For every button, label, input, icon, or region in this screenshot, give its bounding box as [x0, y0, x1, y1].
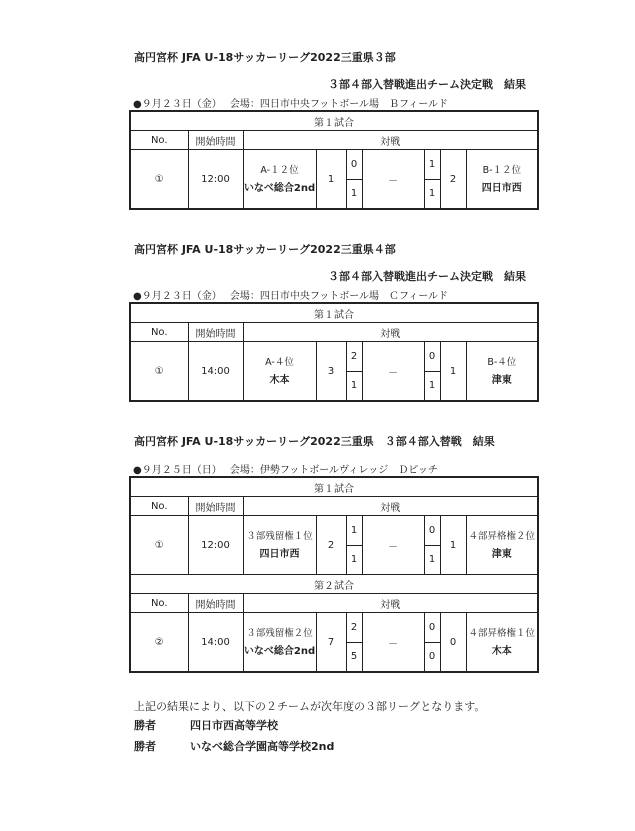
winner-2-name: いなべ総合学園高等学校2nd — [190, 740, 335, 753]
start-time: 12:00 — [188, 150, 243, 210]
score-separator: － — [362, 516, 424, 575]
section-3-venue: ●９月２５日（日） 会場：伊勢フットボールヴィレッジ Ｄピッチ — [133, 465, 438, 476]
away-team-label: ４部昇格権１位 — [468, 627, 536, 639]
home-team-name: いなべ総合2nd — [243, 645, 316, 657]
home-second-half: 1 — [350, 553, 358, 565]
away-team-label: B-１２位 — [482, 164, 522, 176]
home-team — [243, 613, 316, 673]
away-second-half: 0 — [428, 650, 436, 662]
col-time-header: 開始時間 — [188, 594, 243, 613]
away-half-scores — [424, 342, 440, 402]
winner-2-label: 勝者 — [134, 740, 156, 753]
away-first-half: 0 — [425, 343, 440, 372]
away-first-half: 1 — [425, 151, 440, 180]
away-team — [466, 150, 538, 210]
home-half-scores — [346, 613, 362, 673]
col-no-header: No. — [130, 323, 188, 342]
col-time-header: 開始時間 — [188, 323, 243, 342]
match-number: ② — [130, 613, 188, 673]
away-second-half: 1 — [428, 553, 436, 565]
col-match-header: 対戦 — [243, 497, 538, 516]
home-team — [243, 150, 316, 210]
match-header: 第１試合 — [130, 303, 538, 323]
col-time-header: 開始時間 — [188, 497, 243, 516]
away-team — [466, 342, 538, 402]
home-half-scores — [346, 342, 362, 402]
away-second-half: 1 — [428, 187, 436, 199]
score-separator: － — [362, 150, 424, 210]
col-no-header: No. — [130, 131, 188, 150]
home-first-half: 2 — [347, 343, 362, 372]
footer-note: 上記の結果により、以下の２チームが次年度の３部リーグとなります。 — [134, 700, 486, 713]
start-time: 14:00 — [188, 613, 243, 673]
section-2-subtitle: ３部４部入替戦進出チーム決定戦 結果 — [328, 270, 526, 283]
score-separator: － — [362, 342, 424, 402]
match-header: 第２試合 — [130, 575, 538, 594]
away-half-scores — [424, 150, 440, 210]
col-time-header: 開始時間 — [188, 131, 243, 150]
section-2-venue: ●９月２３日（金） 会場：四日市中央フットボール場 Ｃフィールド — [133, 291, 449, 302]
winner-1-name: 四日市西高等学校 — [190, 719, 278, 732]
match-table-2 — [129, 302, 539, 402]
home-second-half: 1 — [350, 187, 358, 199]
home-first-half: 0 — [347, 151, 362, 180]
col-match-header: 対戦 — [243, 131, 538, 150]
home-team-label: ３部残留権２位 — [246, 627, 313, 639]
home-total-score: 1 — [316, 150, 346, 210]
away-team-name: 木本 — [491, 645, 512, 657]
away-second-half: 1 — [428, 379, 436, 391]
match-number: ① — [130, 342, 188, 402]
match-header: 第１試合 — [130, 477, 538, 497]
start-time: 12:00 — [188, 516, 243, 575]
away-total-score: 2 — [440, 150, 466, 210]
match-table-3 — [129, 476, 539, 673]
match-table-1 — [129, 110, 539, 210]
match-header: 第１試合 — [130, 111, 538, 131]
home-total-score: 7 — [316, 613, 346, 673]
home-team-name: いなべ総合2nd — [243, 182, 316, 194]
away-total-score: 1 — [440, 342, 466, 402]
away-half-scores — [424, 613, 440, 673]
home-second-half: 1 — [350, 379, 358, 391]
section-1-title: 高円宮杯 JFA U-18サッカーリーグ2022三重県３部 — [134, 51, 396, 64]
section-1-subtitle: ３部４部入替戦進出チーム決定戦 結果 — [328, 78, 526, 91]
home-team-name: 四日市西 — [259, 548, 300, 560]
away-total-score: 1 — [440, 516, 466, 575]
start-time: 14:00 — [188, 342, 243, 402]
col-no-header: No. — [130, 594, 188, 613]
home-team-label: A-１２位 — [260, 164, 299, 176]
home-team-label: A-４位 — [265, 356, 294, 368]
away-first-half: 0 — [425, 614, 440, 643]
away-team-label: ４部昇格権２位 — [468, 530, 536, 542]
match-number: ① — [130, 516, 188, 575]
away-team — [466, 516, 538, 575]
winner-1-label: 勝者 — [134, 719, 156, 732]
away-team-label: B-４位 — [487, 356, 517, 368]
home-total-score: 3 — [316, 342, 346, 402]
home-first-half: 1 — [347, 517, 362, 546]
home-team-label: ３部残留権１位 — [246, 530, 313, 542]
away-half-scores — [424, 516, 440, 575]
away-team-name: 津東 — [491, 374, 512, 386]
home-team — [243, 516, 316, 575]
away-team — [466, 613, 538, 673]
home-team-name: 木本 — [269, 374, 290, 386]
match-number: ① — [130, 150, 188, 210]
home-team — [243, 342, 316, 402]
col-match-header: 対戦 — [243, 594, 538, 613]
away-team-name: 四日市西 — [481, 182, 522, 194]
score-separator: － — [362, 613, 424, 673]
home-total-score: 2 — [316, 516, 346, 575]
section-2-title: 高円宮杯 JFA U-18サッカーリーグ2022三重県４部 — [134, 243, 396, 256]
col-match-header: 対戦 — [243, 323, 538, 342]
away-first-half: 0 — [425, 517, 440, 546]
section-3-title: 高円宮杯 JFA U-18サッカーリーグ2022三重県 ３部４部入替戦 結果 — [134, 435, 495, 448]
home-half-scores — [346, 516, 362, 575]
section-1-venue: ●９月２３日（金） 会場：四日市中央フットボール場 Ｂフィールド — [133, 99, 449, 110]
col-no-header: No. — [130, 497, 188, 516]
home-half-scores — [346, 150, 362, 210]
away-team-name: 津東 — [491, 548, 512, 560]
home-first-half: 2 — [347, 614, 362, 643]
away-total-score: 0 — [440, 613, 466, 673]
home-second-half: 5 — [350, 650, 358, 662]
